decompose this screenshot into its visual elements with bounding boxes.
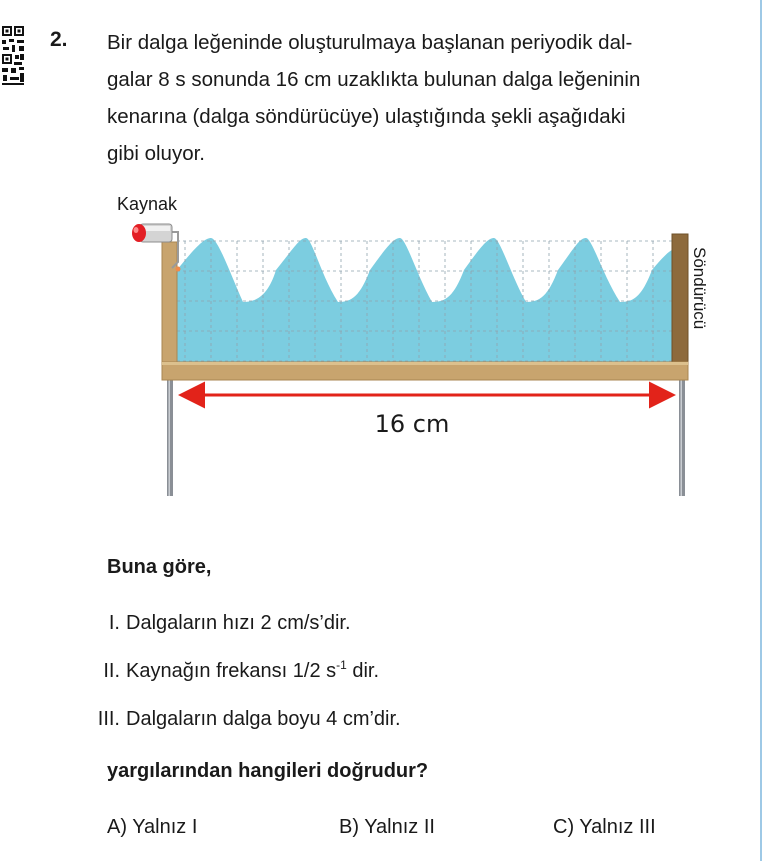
source-label: Kaynak bbox=[117, 194, 178, 214]
statement-numeral: II. bbox=[103, 660, 120, 682]
statement-text: Dalgaların dalga boyu 4 cm’dir. bbox=[126, 708, 401, 730]
damper bbox=[672, 234, 688, 368]
stem-line: Bir dalga leğeninde oluşturulmaya başlanan periyodik dal- bbox=[107, 31, 633, 54]
statement-item bbox=[88, 708, 401, 731]
choice-c[interactable]: C) Yalnız III bbox=[553, 816, 656, 838]
question-prompt: yargılarından hangileri doğrudur? bbox=[107, 760, 429, 782]
wave-water bbox=[177, 238, 672, 362]
statement-item bbox=[88, 660, 379, 683]
choice-a[interactable]: A) Yalnız I bbox=[107, 816, 198, 838]
statement-numeral: III. bbox=[97, 708, 120, 730]
stem-line: gibi oluyor. bbox=[107, 142, 206, 165]
tank-left-wall bbox=[162, 242, 177, 368]
lead-in: Buna göre, bbox=[107, 556, 212, 578]
stem-line: kenarına (dalga söndürücüye) ulaştığında şekli aşağıdaki bbox=[107, 105, 626, 128]
statement-text: Dalgaların hızı 2 cm/s’dir. bbox=[126, 612, 351, 634]
statement-item bbox=[88, 612, 351, 635]
distance-label: 16 cm bbox=[374, 410, 450, 438]
statement-numeral: I. bbox=[108, 612, 120, 634]
choice-b[interactable]: B) Yalnız II bbox=[339, 816, 435, 838]
statement-superscript: -1 bbox=[336, 658, 347, 672]
question-number: 2. bbox=[50, 28, 68, 51]
statement-text: Kaynağın frekansı 1/2 s bbox=[126, 660, 337, 682]
statement-text-end: dir. bbox=[346, 660, 380, 682]
damper-label: Söndürücü bbox=[690, 247, 709, 330]
stem-line: galar 8 s sonunda 16 cm uzaklıkta bulunan dalga leğeninin bbox=[107, 68, 641, 91]
